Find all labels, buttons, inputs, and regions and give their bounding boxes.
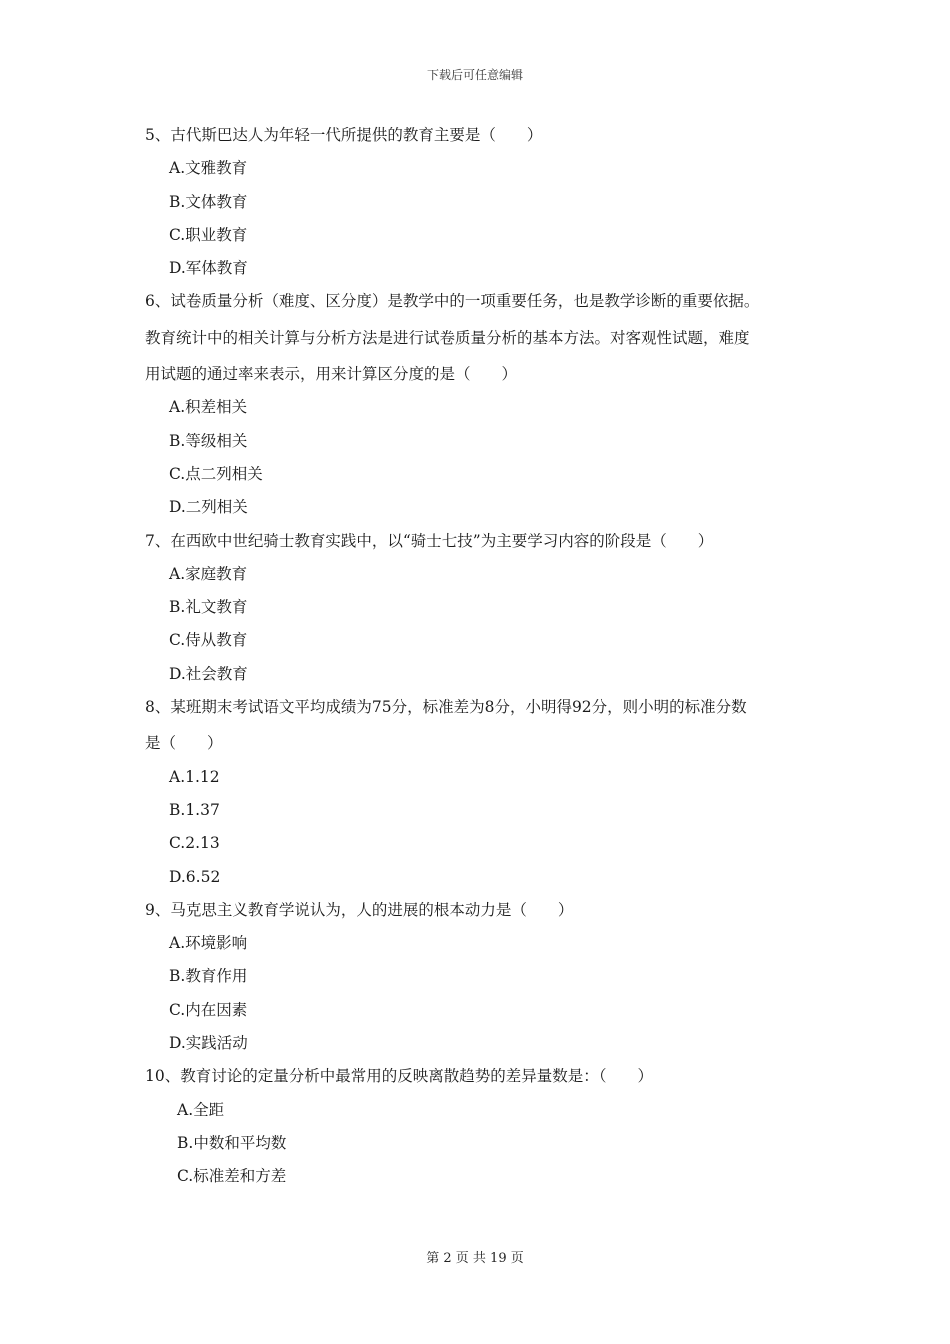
option-c: C.点二列相关 [169,464,263,483]
option-d: D.二列相关 [169,498,248,517]
option-d: D.实践活动 [169,1034,248,1053]
option-d: D.6.52 [169,867,221,886]
option-d: D.社会教育 [169,664,248,683]
question-stem-continued: 教育统计中的相关计算与分析方法是进行试卷质量分析的基本方法。对客观性试题，难度 [145,328,750,347]
option-a: A.文雅教育 [169,159,248,178]
question-8 [145,691,815,894]
option-a: A.1.12 [169,767,220,786]
option-b: B.等级相关 [169,431,248,450]
option-d: D.军体教育 [169,259,248,278]
question-10 [145,1060,815,1193]
question-stem: 10、教育讨论的定量分析中最常用的反映离散趋势的差异量数是：（ ） [145,1067,653,1086]
question-5 [145,119,815,285]
option-b: B.教育作用 [169,967,248,986]
option-a: A.环境影响 [169,934,248,953]
question-stem-continued: 用试题的通过率来表示，用来计算区分度的是（ ） [145,365,518,384]
question-stem: 6、试卷质量分析（难度、区分度）是教学中的一项重要任务，也是教学诊断的重要依据。 [145,292,760,311]
option-a: A.全距 [177,1100,225,1119]
option-c: C.2.13 [169,834,220,853]
question-stem: 5、古代斯巴达人为年轻一代所提供的教育主要是（ ） [145,126,543,144]
question-stem: 7、在西欧中世纪骑士教育实践中，以“骑士七技”为主要学习内容的阶段是（ ） [145,531,714,550]
option-c: C.职业教育 [169,225,248,244]
question-stem: 9、马克思主义教育学说认为，人的进展的根本动力是（ ） [145,900,574,919]
option-c: C.标准差和方差 [177,1167,287,1186]
option-c: C.内在因素 [169,1000,248,1019]
option-b: B.1.37 [169,800,220,819]
question-7 [145,525,815,691]
question-stem: 8、某班期末考试语文平均成绩为75分，标准差为8分，小明得92分，则小明的标准分数 [145,698,747,717]
option-a: A.积差相关 [169,398,248,417]
option-a: A.家庭教育 [169,564,248,583]
question-stem-continued: 是（ ） [145,734,223,753]
question-list [145,119,815,1194]
option-c: C.侍从教育 [169,631,248,650]
option-b: B.中数和平均数 [177,1133,287,1152]
page-header: 下载后可任意编辑 [426,68,523,82]
option-b: B.文体教育 [169,192,248,211]
page-footer: 第 2 页 共 19 页 [426,1251,524,1266]
option-b: B.礼文教育 [169,598,248,617]
question-9 [145,894,815,1060]
question-6 [145,285,815,524]
